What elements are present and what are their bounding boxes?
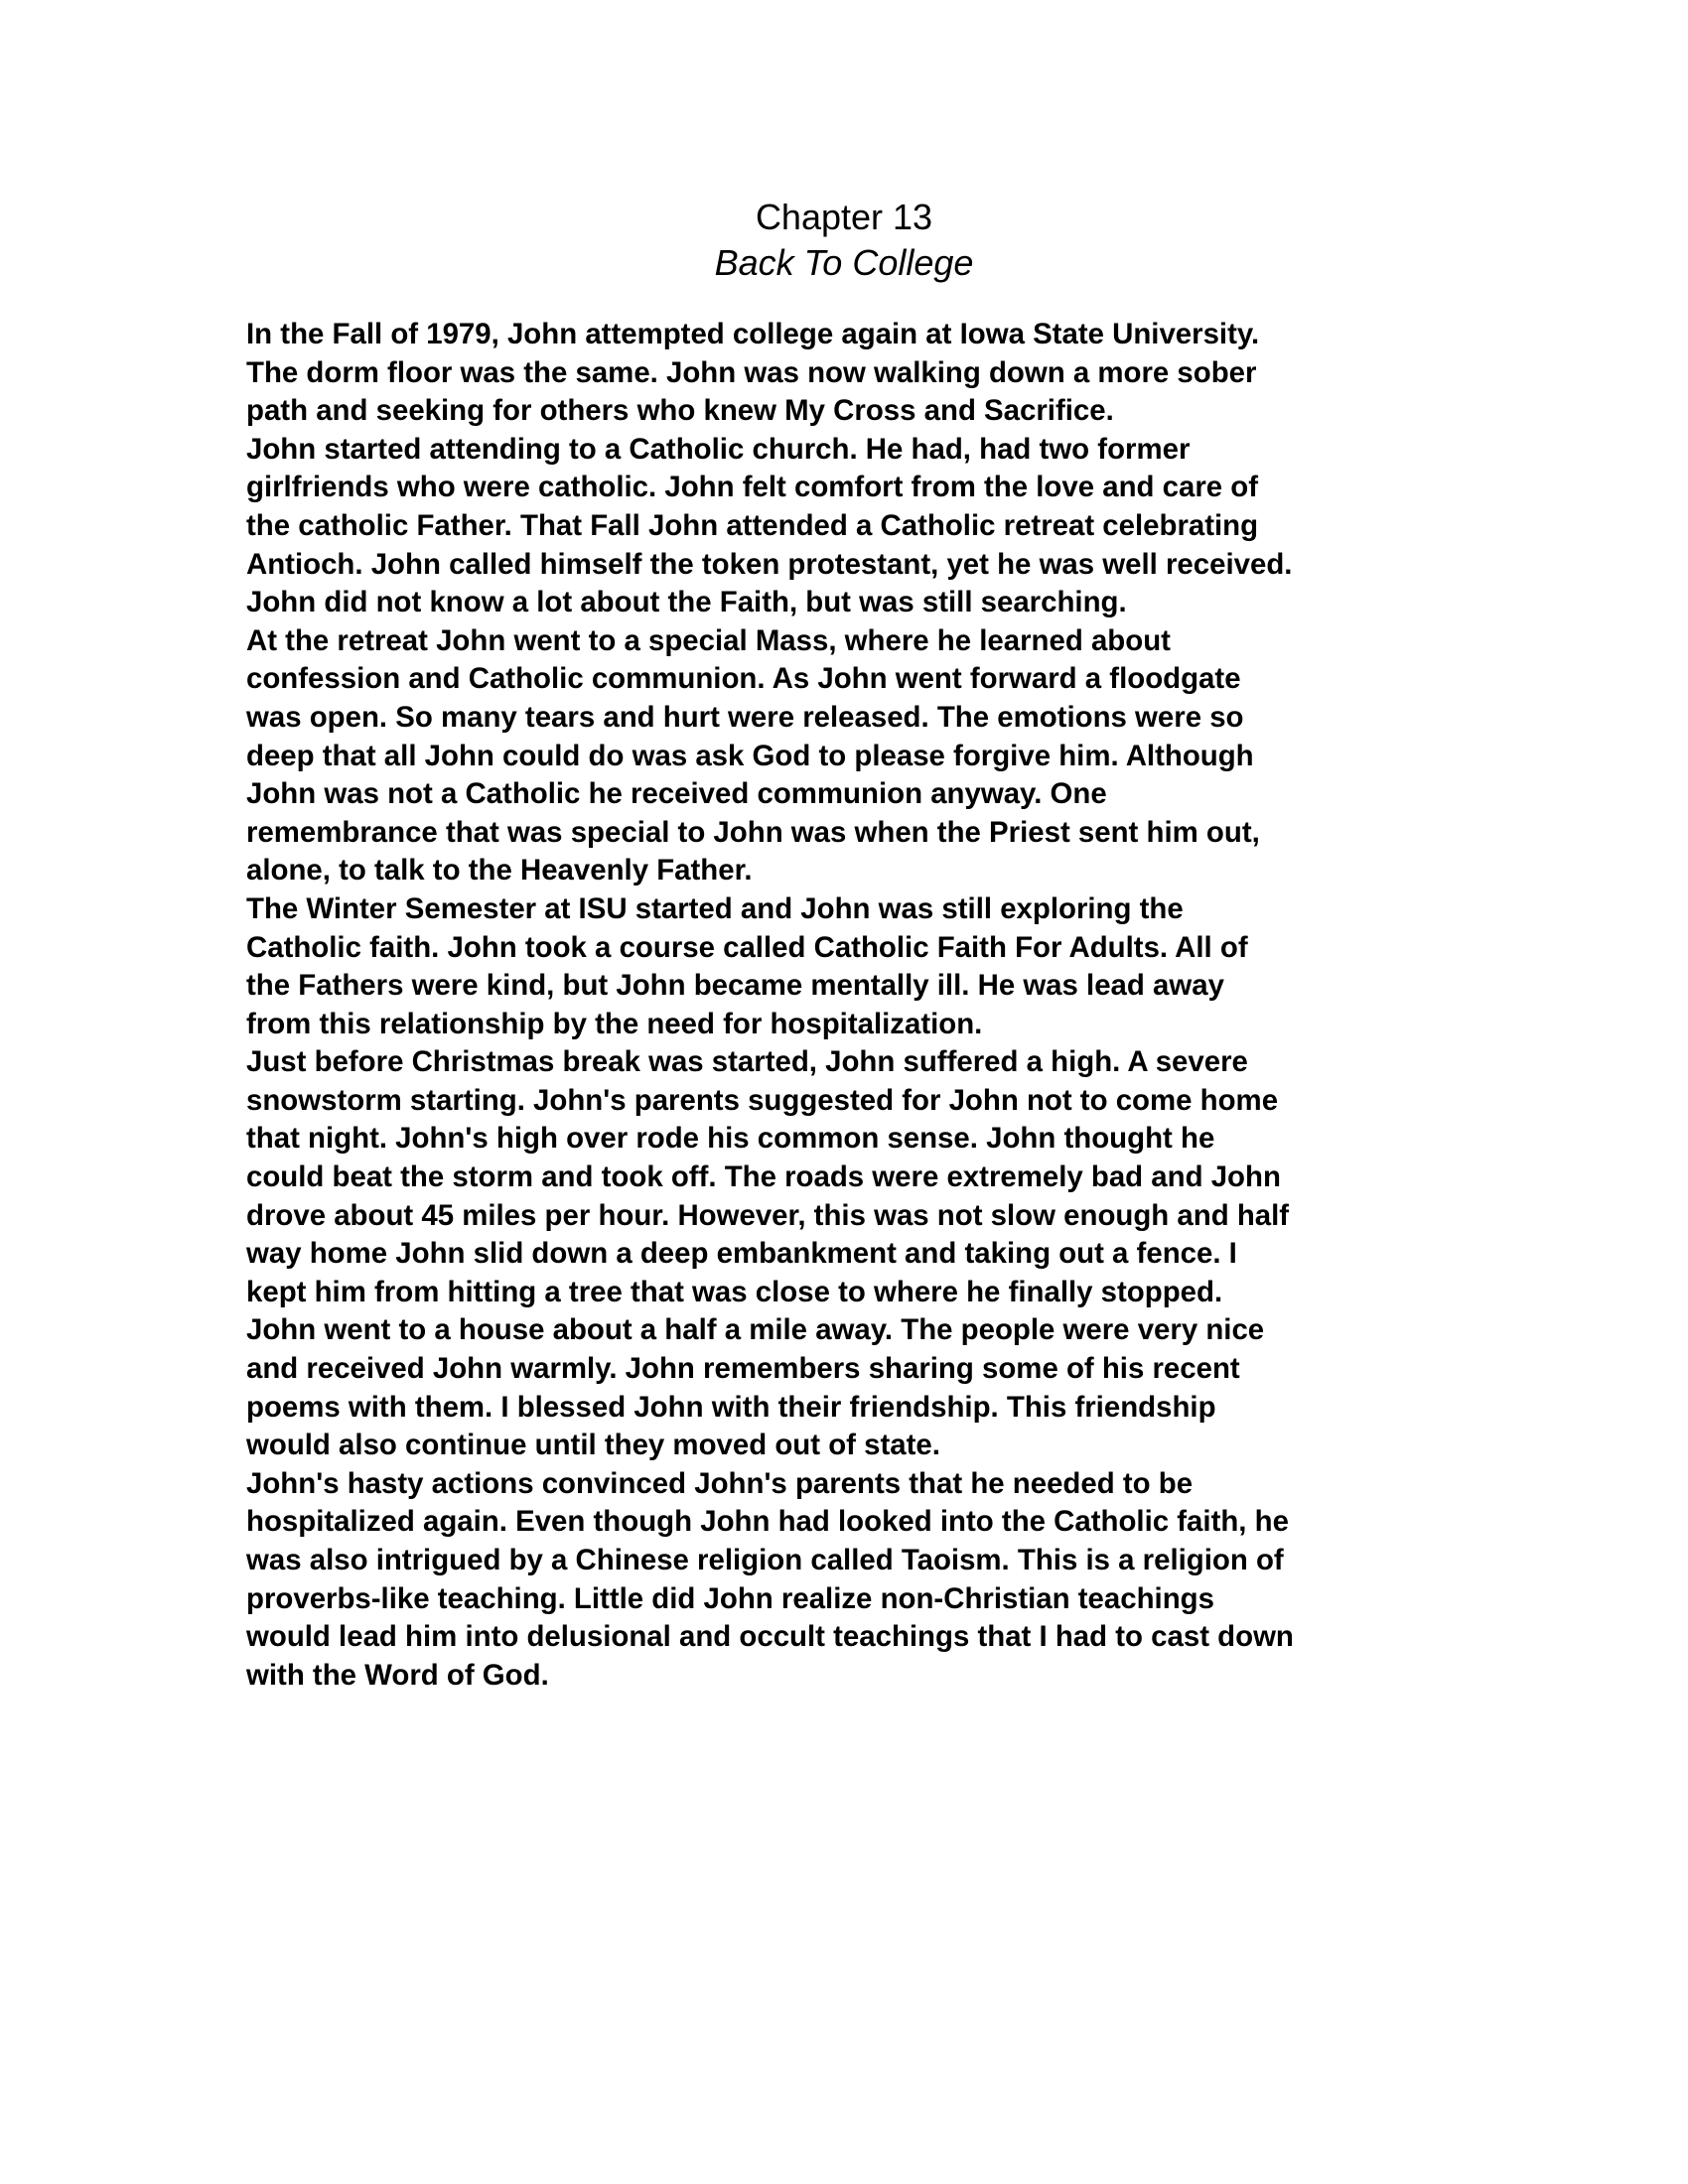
- paragraph: The Winter Semester at ISU started and John was still exploring the Catholic faith. John took a course called Catholic Faith For Adults. All of the Fathers were kind, but John became mentally ill. He was lead away from this relationship by the need for hospitalization.: [246, 891, 1248, 1040]
- paragraph: John's hasty actions convinced John's parents that he needed to be hospitalized again. Even though John had looked into the Catholic faith, he was also intrigued by a Chinese religion called Taoism. This is a religion of proverbs-like teaching. Little did John realize non-Christian teachings would lead him into delusional and occult teachings that I had to cast down with the Word of God.: [246, 1466, 1294, 1692]
- paragraph: In the Fall of 1979, John attempted college again at Iowa State University. The dorm floor was the same. John was now walking down a more sober path and seeking for others who knew My Cross and Sacrifice.: [246, 318, 1260, 428]
- chapter-number: Chapter 13: [755, 197, 933, 237]
- paragraph: John started attending to a Catholic church. He had, had two former girlfriends who were catholic. John felt comfort from the love and care of the catholic Father. That Fall John attended a Catholic retreat celebrating Antioch. John called himself the token protestant, yet he was well received. John did not know a lot about the Faith, but was still searching.: [246, 432, 1293, 619]
- paragraph: Just before Christmas break was started, John suffered a high. A severe snowstorm starting. John's parents suggested for John not to come home that night. John's high over rode his common sense. John thought he could beat the storm and took off. The roads were extremely bad and John drove about 45 miles per hour. However, this was not slow enough and half way home John slid down a deep embankment and taking out a fence. I kept him from hitting a tree that was close to where he finally stopped. John went to a house about a half a mile away. The people were very nice and received John warmly. John remembers sharing some of his recent poems with them. I blessed John with their friendship. This friendship would also continue until they moved out of state.: [246, 1045, 1290, 1462]
- paragraph: At the retreat John went to a special Mass, where he learned about confession and Catholic communion. As John went forward a floodgate was open. So many tears and hurt were released. The emotions were so deep that all John could do was ask God to please forgive him. Although John was not a Catholic he received communion anyway. One remembrance that was special to John was when the Priest sent him out, alone, to talk to the Heavenly Father.: [246, 623, 1260, 887]
- chapter-header: [0, 195, 1688, 286]
- chapter-body: [246, 316, 1458, 1695]
- chapter-title: Back To College: [714, 242, 974, 283]
